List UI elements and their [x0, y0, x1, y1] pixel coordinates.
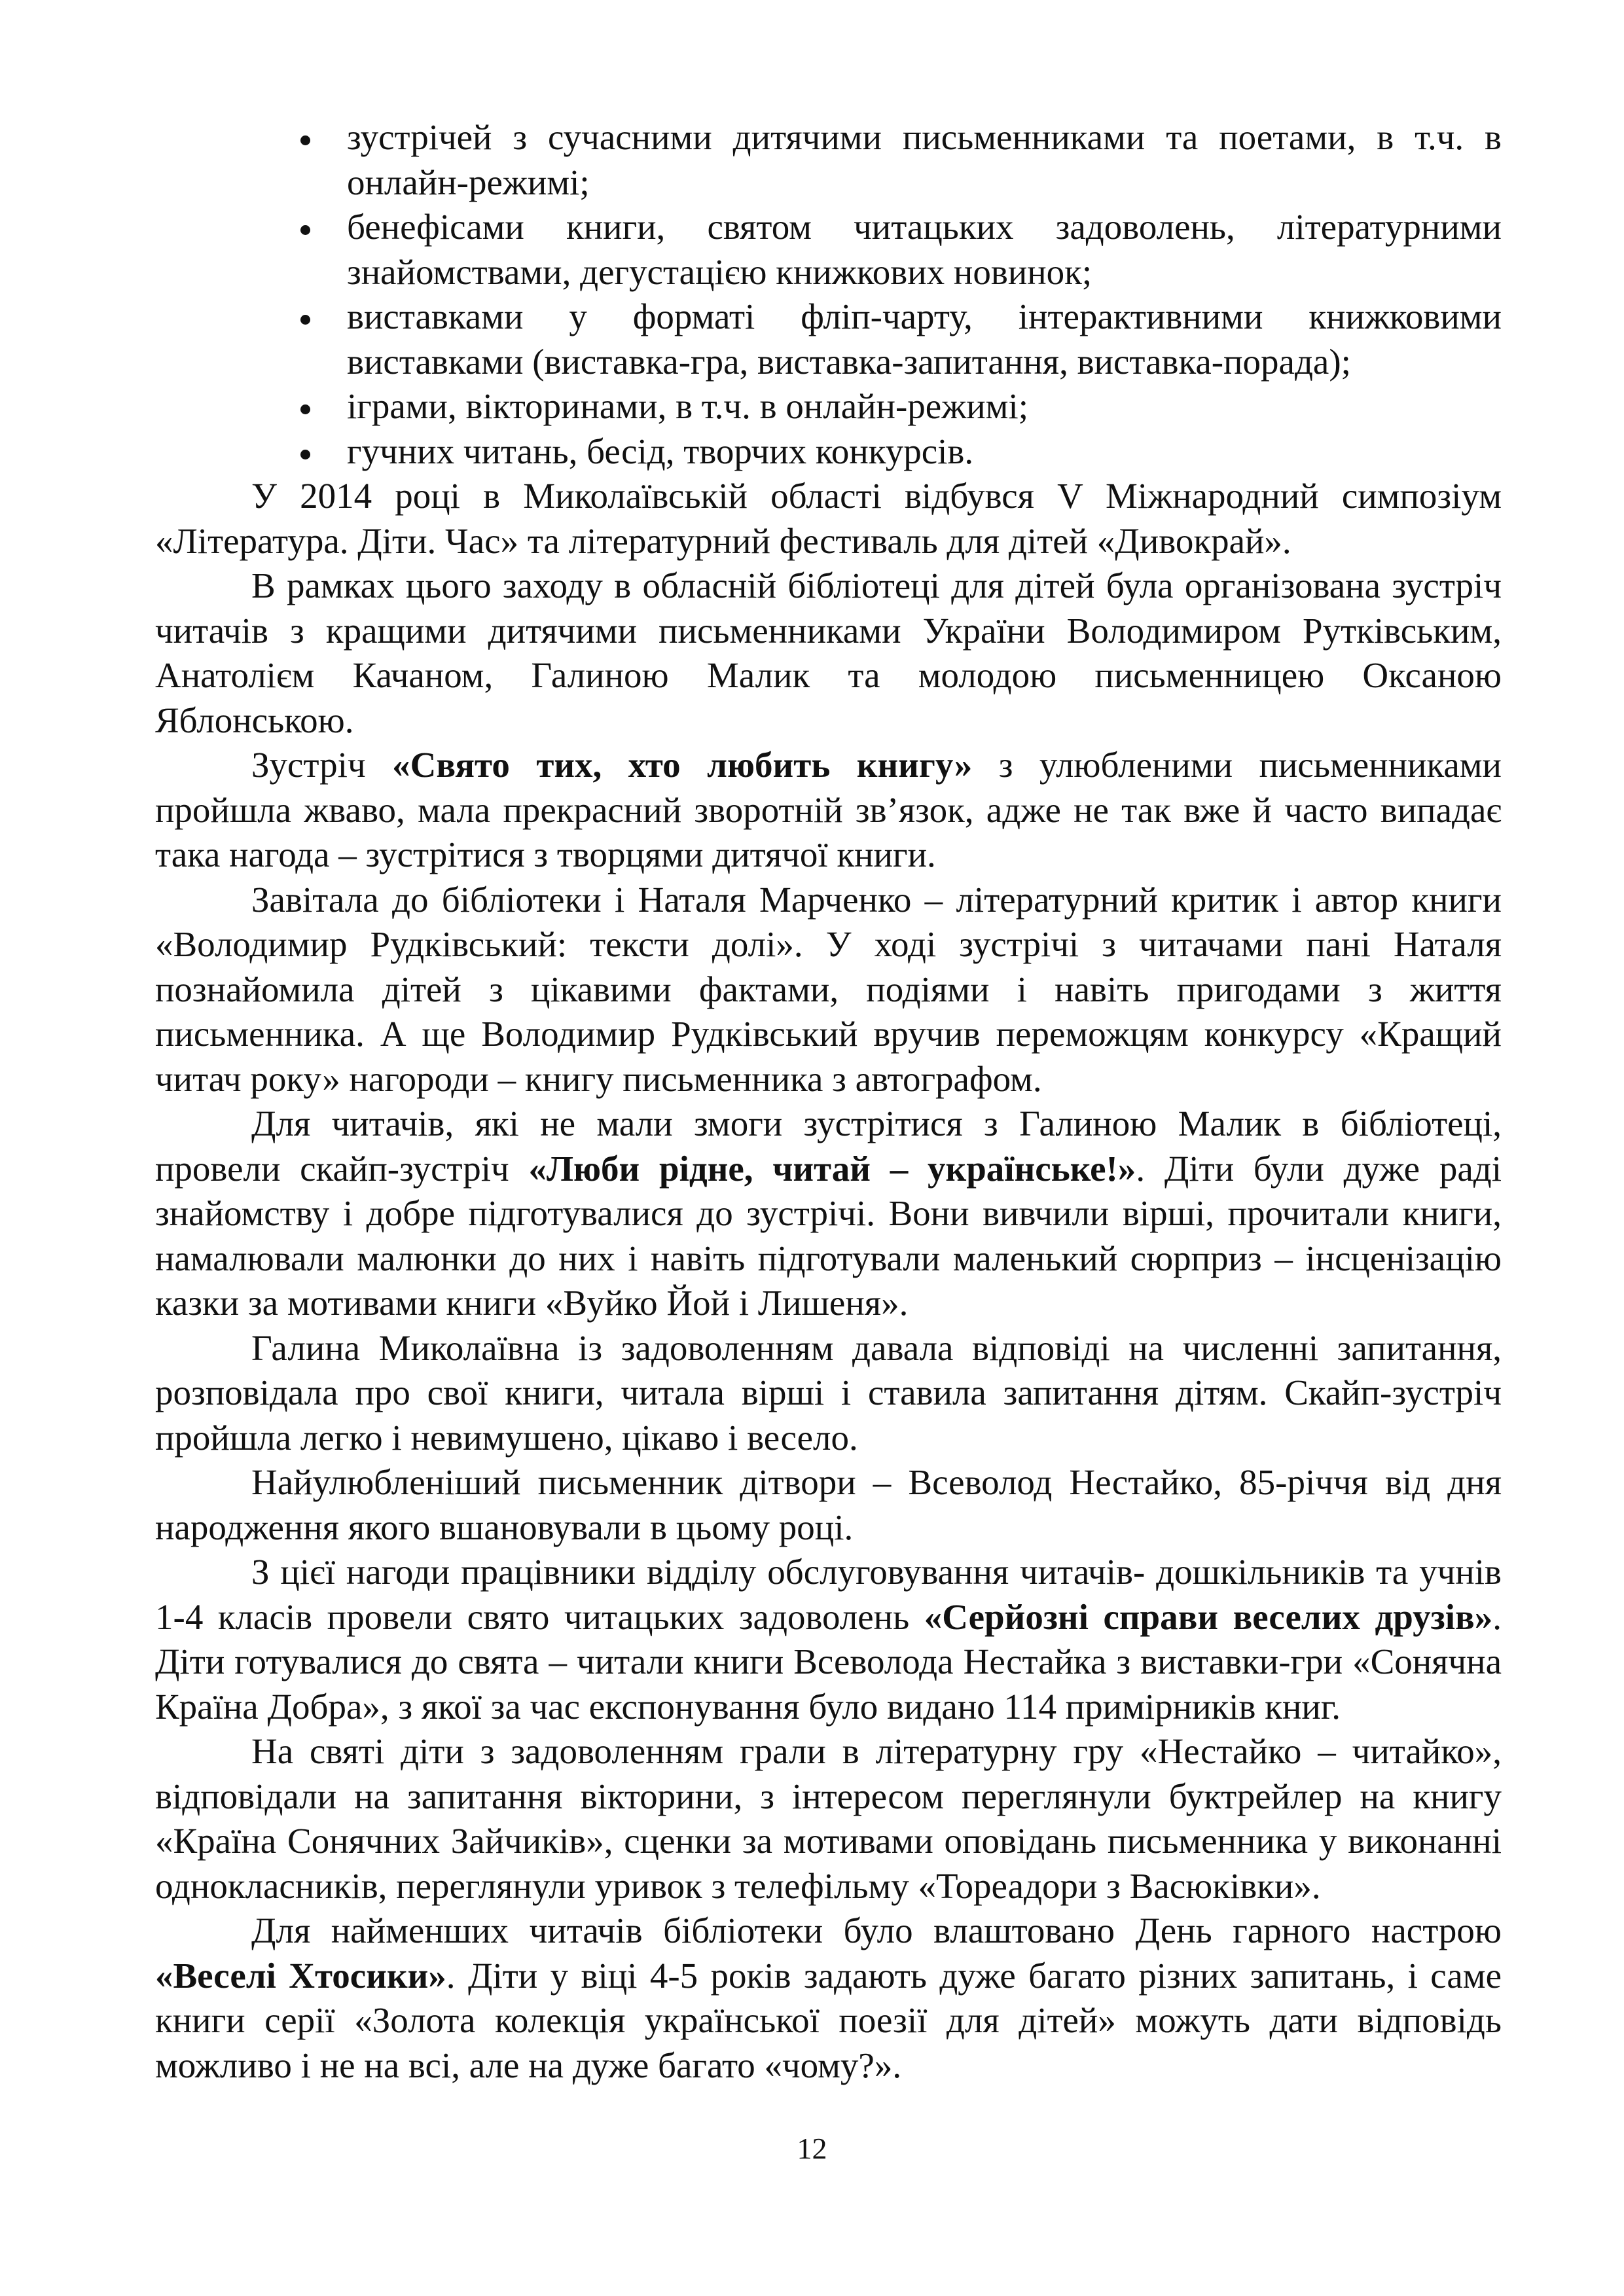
list-item: [155, 115, 1502, 205]
bullet-icon: [300, 225, 310, 235]
list-item: [155, 205, 1502, 295]
paragraph-text: Зустріч: [251, 745, 393, 785]
event-title: «Серйозні справи веселих друзів»: [924, 1596, 1493, 1637]
bullet-icon: [300, 450, 310, 459]
paragraph-good-mood-day: [155, 1909, 1502, 2088]
paragraph-writers-meeting: [155, 564, 1502, 743]
paragraph-festival-games: [155, 1729, 1502, 1909]
event-title: «Свято тих, хто любить книгу»: [392, 745, 973, 785]
list-item: [155, 295, 1502, 384]
paragraph-malyk-answers: [155, 1326, 1502, 1461]
paragraph-nestaiko-anniversary: [155, 1460, 1502, 1550]
paragraph-text: З цієї нагоди працівники відділу обслуговування читачів- дошкільників та учнів 1-4 класів провели свято читацьких задоволень: [155, 1552, 1502, 1637]
paragraph-serious-matters-event: [155, 1550, 1502, 1729]
paragraph-text: Для читачів, які не мали змоги зустрітися з Галиною Малик в бібліотеці, провели скайп-зустріч: [155, 1103, 1502, 1189]
list-item-text: зустрічей з сучасними дитячими письменниками та поетами, в т.ч. в онлайн-режимі;: [347, 117, 1502, 202]
paragraph-text: Найулюбленіший письменник дітвори – Всеволод Нестайко, 85-річчя від дня народження якого вшановували в цьому році.: [155, 1462, 1502, 1547]
paragraph-text: На святі діти з задоволенням грали в літературну гру «Нестайко – читайко», відповідали на запитання вікторини, з інтересом переглянули буктрейлер на книгу «Країна Сонячних Зайчиків», сценки за мотивами оповідань письменника у виконанні однокласників, переглянули уривок з телефільму «Тореадори з Васюківки».: [155, 1731, 1502, 1906]
list-item-text: бенефісами книги, святом читацьких задоволень, літературними знайомствами, дегустацією книжкових новинок;: [347, 207, 1502, 292]
bullet-icon: [300, 135, 310, 145]
page-number: 12: [797, 2132, 827, 2165]
list-item-text: виставками у форматі фліп-чарту, інтерактивними книжковими виставками (виставка-гра, виставка-запитання, виставка-порада);: [347, 296, 1502, 382]
paragraph-text: Завітала до бібліотеки і Наталя Марченко – літературний критик і автор книги «Володимир Рудківський: тексти долі». У ході зустрічі з читачами пані Наталя познайомила дітей з цікавими фактами, подіями і навіть пригодами з життя письменника. А ще Володимир Рудківський вручив переможцям конкурсу «Кращий читач року» нагороди – книгу письменника з автографом.: [155, 879, 1502, 1099]
paragraph-text: . Діти готувалися до свята – читали книги Всеволода Нестайка з виставки-гри «Сонячна Країна Добра», з якої за час експонування було видано 114 примірників книг.: [155, 1596, 1502, 1727]
event-title: «Люби рідне, читай – українське!»: [528, 1148, 1136, 1189]
paragraph-symposium: [155, 474, 1502, 564]
list-item-text: іграми, вікторинами, в т.ч. в онлайн-режимі;: [347, 386, 1028, 426]
paragraph-text: В рамках цього заходу в обласній бібліотеці для дітей була організована зустріч читачів з кращими дитячими письменниками України Володимиром Рутківським, Анатолієм Качаном, Галиною Малик та молодою письменницею Оксаною Яблонською.: [155, 565, 1502, 740]
paragraph-text: . Діти у віці 4-5 років задають дуже багато різних запитань, і саме книги серії «Золота колекція української поезії для дітей» можуть дати відповідь можливо і не на всі, але на дуже багато «чому?».: [155, 1955, 1502, 2085]
event-title: «Веселі Хтосики»: [155, 1955, 446, 1996]
list-item: [155, 429, 1502, 475]
paragraph-marchenko-visit: [155, 878, 1502, 1102]
page-body: [155, 115, 1502, 2088]
paragraph-book-lovers-event: [155, 743, 1502, 878]
paragraph-text: Для найменших читачів бібліотеки було влаштовано День гарного настрою: [251, 1910, 1502, 1950]
paragraph-skype-meeting: [155, 1102, 1502, 1326]
paragraph-text: Галина Миколаївна із задоволенням давала відповіді на численні запитання, розповідала про свої книги, читала вірші і ставила запитання дітям. Скайп-зустріч пройшла легко і невимушено, цікаво і весело.: [155, 1327, 1502, 1458]
paragraph-text: . Діти були дуже раді знайомству і добре підготувалися до зустрічі. Вони вивчили вірші, прочитали книги, намалювали малюнки до них і навіть підготували маленький сюрприз – інсценізацію казки за мотивами книги «Вуйко Йой і Лишеня».: [155, 1148, 1502, 1323]
paragraph-text: з улюбленими письменниками пройшла жваво, мала прекрасний зворотній зв’язок, адже не так вже й часто випадає така нагода – зустрітися з творцями дитячої книги.: [155, 745, 1502, 874]
paragraph-text: У 2014 році в Миколаївській області відбувся V Міжнародний симпозіум «Література. Діти. Час» та літературний фестиваль для дітей «Дивокрай».: [155, 476, 1502, 561]
bullet-icon: [300, 404, 310, 414]
list-item: [155, 384, 1502, 429]
activity-list: [155, 115, 1502, 474]
list-item-text: гучних читань, бесід, творчих конкурсів.: [347, 431, 974, 471]
bullet-icon: [300, 315, 310, 325]
